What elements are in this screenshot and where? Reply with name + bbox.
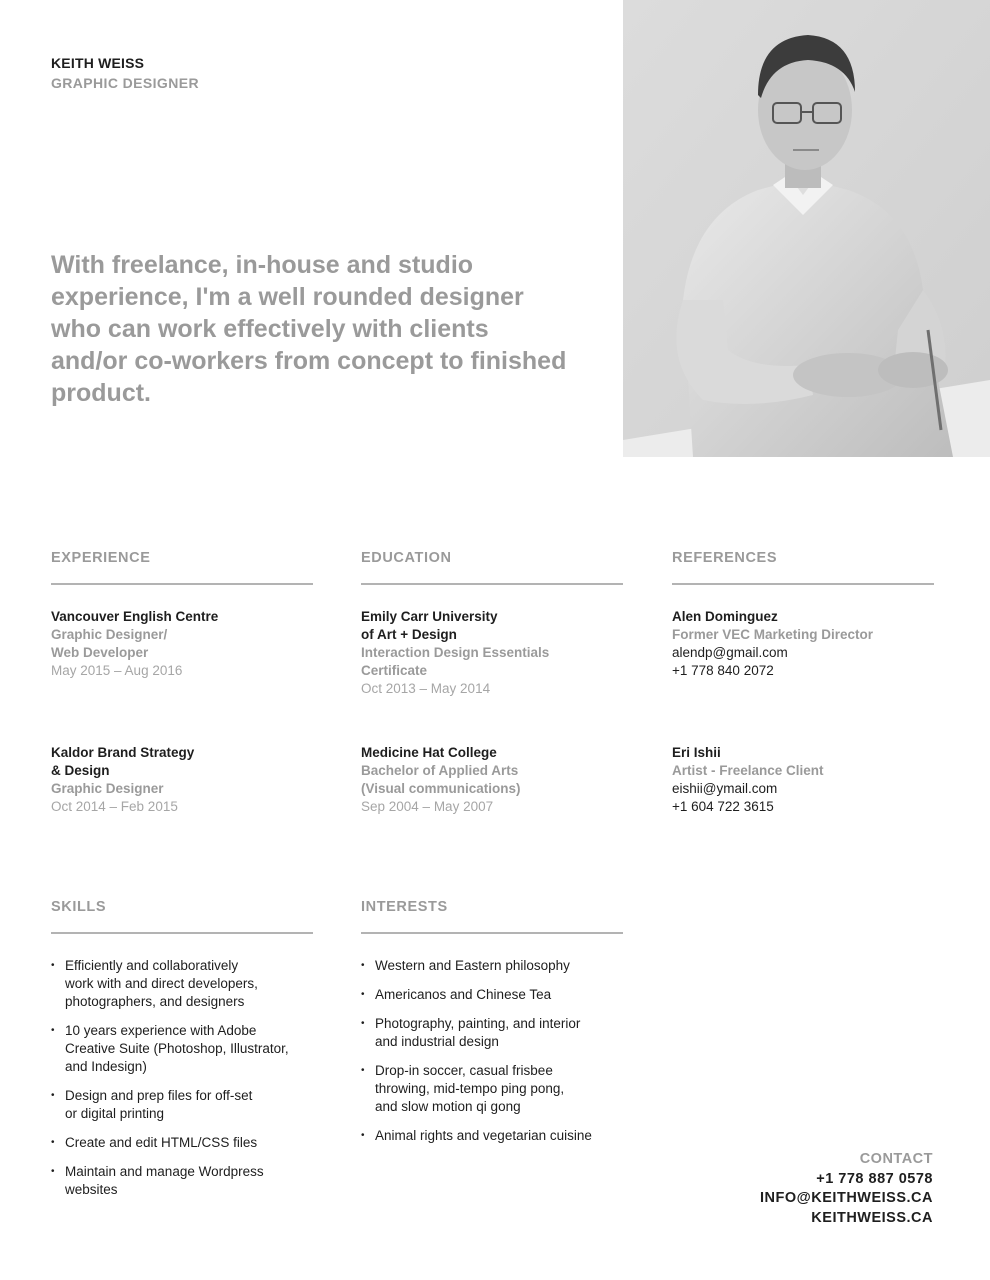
list-item: • Efficiently and collaboratively work with and direct developers, photographers, and designers	[51, 957, 313, 1011]
references-divider	[672, 583, 934, 585]
experience-role: Graphic Designer/ Web Developer	[51, 627, 168, 660]
reference-role: Former VEC Marketing Director	[672, 627, 874, 642]
experience-divider	[51, 583, 313, 585]
tagline: With freelance, in-house and studio experience, I'm a well rounded designer who can work effectively with clients and/or co-workers from concept to finished product.	[51, 251, 567, 407]
contact-phone: +1 778 887 0578	[816, 1170, 933, 1187]
education-dates: Oct 2013 – May 2014	[361, 681, 491, 696]
experience-dates: May 2015 – Aug 2016	[51, 663, 183, 678]
contact-label: CONTACT	[859, 1151, 933, 1167]
education-entry	[361, 744, 631, 816]
list-item: • Create and edit HTML/CSS files	[51, 1134, 313, 1152]
reference-name: Eri Ishii	[672, 745, 721, 760]
list-item: • Animal rights and vegetarian cuisine	[361, 1127, 631, 1145]
education-entry	[361, 608, 631, 698]
list-item: • Design and prep files for off-set or digital printing	[51, 1087, 313, 1123]
experience-entry	[51, 608, 321, 680]
skills-list	[51, 957, 313, 1210]
experience-entry	[51, 744, 321, 816]
skills-heading: SKILLS	[51, 899, 107, 915]
education-dates: Sep 2004 – May 2007	[361, 799, 494, 814]
contact-website[interactable]: KEITHWEISS.CA	[811, 1209, 933, 1226]
education-org: Medicine Hat College	[361, 745, 497, 760]
portrait-illustration	[623, 0, 990, 457]
interests-heading: INTERESTS	[361, 899, 448, 915]
reference-phone: +1 778 840 2072	[672, 663, 774, 678]
interests-divider	[361, 932, 623, 934]
list-item: • Americanos and Chinese Tea	[361, 986, 631, 1004]
references-heading: REFERENCES	[672, 550, 778, 566]
portrait-photo	[623, 0, 990, 457]
experience-role: Graphic Designer	[51, 781, 164, 796]
reference-role: Artist - Freelance Client	[672, 763, 824, 778]
resume-role: GRAPHIC DESIGNER	[51, 75, 199, 91]
list-item: • 10 years experience with Adobe Creative Suite (Photoshop, Illustrator, and Indesign)	[51, 1022, 313, 1076]
education-org: Emily Carr University of Art + Design	[361, 609, 498, 642]
experience-org: Kaldor Brand Strategy & Design	[51, 745, 195, 778]
list-item: • Western and Eastern philosophy	[361, 957, 631, 975]
education-program: Interaction Design Essentials Certificate	[361, 645, 550, 678]
experience-dates: Oct 2014 – Feb 2015	[51, 799, 178, 814]
reference-entry	[672, 608, 942, 680]
reference-email[interactable]: alendp@gmail.com	[672, 645, 788, 660]
experience-heading: EXPERIENCE	[51, 550, 151, 566]
list-item: • Maintain and manage Wordpress websites	[51, 1163, 313, 1199]
experience-org: Vancouver English Centre	[51, 609, 219, 624]
reference-phone: +1 604 722 3615	[672, 799, 774, 814]
reference-entry	[672, 744, 942, 816]
education-heading: EDUCATION	[361, 550, 452, 566]
interests-list	[361, 957, 631, 1156]
contact-email[interactable]: INFO@KEITHWEISS.CA	[760, 1190, 933, 1206]
skills-divider	[51, 932, 313, 934]
education-divider	[361, 583, 623, 585]
education-program: Bachelor of Applied Arts (Visual communications)	[361, 763, 521, 796]
reference-name: Alen Dominguez	[672, 609, 778, 624]
list-item: • Photography, painting, and interior and industrial design	[361, 1015, 631, 1051]
list-item: • Drop-in soccer, casual frisbee throwing, mid-tempo ping pong, and slow motion qi gong	[361, 1062, 631, 1116]
resume-name: KEITH WEISS	[51, 55, 145, 71]
contact-block	[760, 1150, 933, 1228]
reference-email[interactable]: eishii@ymail.com	[672, 781, 778, 796]
